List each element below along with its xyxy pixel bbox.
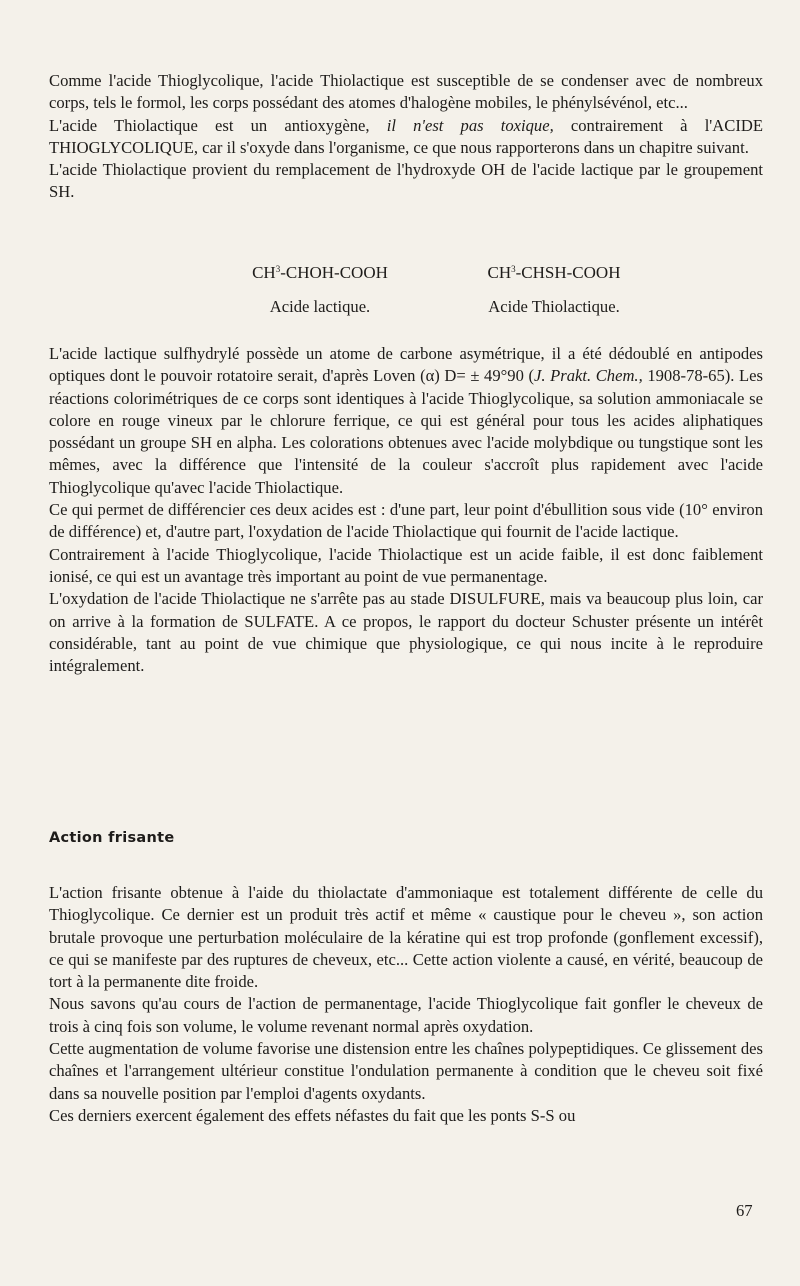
paragraph: Ces derniers exercent également des effets néfastes du fait que les ponts S-S ou [49, 1105, 576, 1125]
formula-text: CH [252, 263, 276, 282]
action-text-block [49, 882, 763, 1127]
formula-superscript: 3 [511, 264, 516, 274]
formula-text: -CHSH-COOH [515, 263, 621, 282]
section-heading: Action frisante [49, 830, 175, 846]
formula-superscript: 3 [275, 264, 281, 274]
italic-text: J. Prakt. Chem., [534, 366, 643, 386]
formula-label: Acide lactique. [269, 297, 371, 316]
paragraph: L'acide Thiolactique provient du remplacement de l'hydroxyde OH de l'acide lactique par le groupement SH. [49, 160, 763, 202]
paragraph: Contrairement à l'acide Thioglycolique, l'acide Thiolactique est un acide faible, il est donc faiblement ionisé, ce qui est un avantage très important au point de vue permanentage. [49, 544, 763, 586]
paragraph: Nous savons qu'au cours de l'action de permanentage, l'acide Thioglycolique fait gonfler le cheveux de trois à cinq fois son volume, le volume revenant normal après oxydation. [49, 994, 763, 1036]
intro-text-block [49, 70, 763, 204]
formula-text: -CHOH-COOH [280, 263, 388, 282]
paragraph: Comme l'acide Thioglycolique, l'acide Thiolactique est susceptible de se condenser avec de nombreux corps, tels le formol, les corps possédant des atomes d'halogène mobiles, le phénylsévénol, etc... [49, 71, 763, 113]
formula-row [0, 262, 800, 322]
text-run: L'acide Thiolactique est un antioxygène, [49, 115, 387, 135]
properties-text-block [49, 343, 763, 677]
paragraph: L'action frisante obtenue à l'aide du thiolactate d'ammoniaque est totalement différente de celle du Thioglycolique. Ce dernier est un produit très actif et même « caustique pour le cheveu », son action brutale provoque une perturbation moléculaire de la kératine qui est trop profonde (gonflement excessif), ce qui se manifeste par des ruptures de cheveux, etc... Cette action violente a causé, en vérité, beaucoup de tort à la permanente dite froide. [49, 883, 763, 992]
formula-label: Acide Thiolactique. [488, 297, 620, 316]
paragraph: Cette augmentation de volume favorise une distension entre les chaînes polypeptidiques. Ce glissement des chaînes et l'arrangement ultérieur constitue l'ondulation permanente à condition que le cheveu soit fixé dans sa nouvelle position par l'emploi d'agents oxydants. [49, 1039, 763, 1103]
lactic-acid-formula [200, 262, 440, 318]
paragraph: L'oxydation de l'acide Thiolactique ne s'arrête pas au stade DISULFURE, mais va beaucoup plus loin, car on arrive à la formation de SULFATE. A ce propos, le rapport du docteur Schuster présente un intérêt considérable, tant au point de vue chimique que physiologique, ce qui nous incite à le reproduire intégralement. [49, 589, 763, 676]
thiolactic-acid-formula [434, 262, 674, 318]
formula-text: CH [487, 263, 512, 282]
text-run: 1908-78-65). Les réactions colorimétriques de ce corps sont identiques à l'acide Thioglycolique, sa solution ammoniacale se colore en rouge vineux par le chlorure ferrique, ce qui est général pour tous les acides aliphatiques possédant un groupe SH en alpha. Les colorations obtenues avec l'acide molybdique ou tungstique sont les mêmes, avec la différence que l'intensité de la couleur s'accroît plus rapidement avec l'acide Thioglycolique qu'avec l'acide Thiolactique. [49, 366, 763, 497]
paragraph: Ce qui permet de différencier ces deux acides est : d'une part, leur point d'ébullition sous vide (10° environ de différence) et, d'autre part, l'oxydation de l'acide Thiolactique qui fournit de l'acide lactique. [49, 500, 763, 542]
text-run: L'acide lactique sulfhydrylé possède un atome de carbone asymétrique, il a été dédoublé en antipodes optiques dont le pouvoir rotatoire serait, d'après Loven (α) D= ± 49°90 ( [49, 344, 763, 386]
italic-text: il n'est pas toxique, [386, 115, 554, 135]
text-run: contrairement à l'ACIDE THIOGLYCOLIQUE, car il s'oxyde dans l'organisme, ce que nous rapporterons dans un chapitre suivant. [49, 115, 763, 157]
paragraph [49, 343, 763, 499]
paragraph [49, 115, 763, 160]
page-number: 67 [736, 1201, 753, 1220]
